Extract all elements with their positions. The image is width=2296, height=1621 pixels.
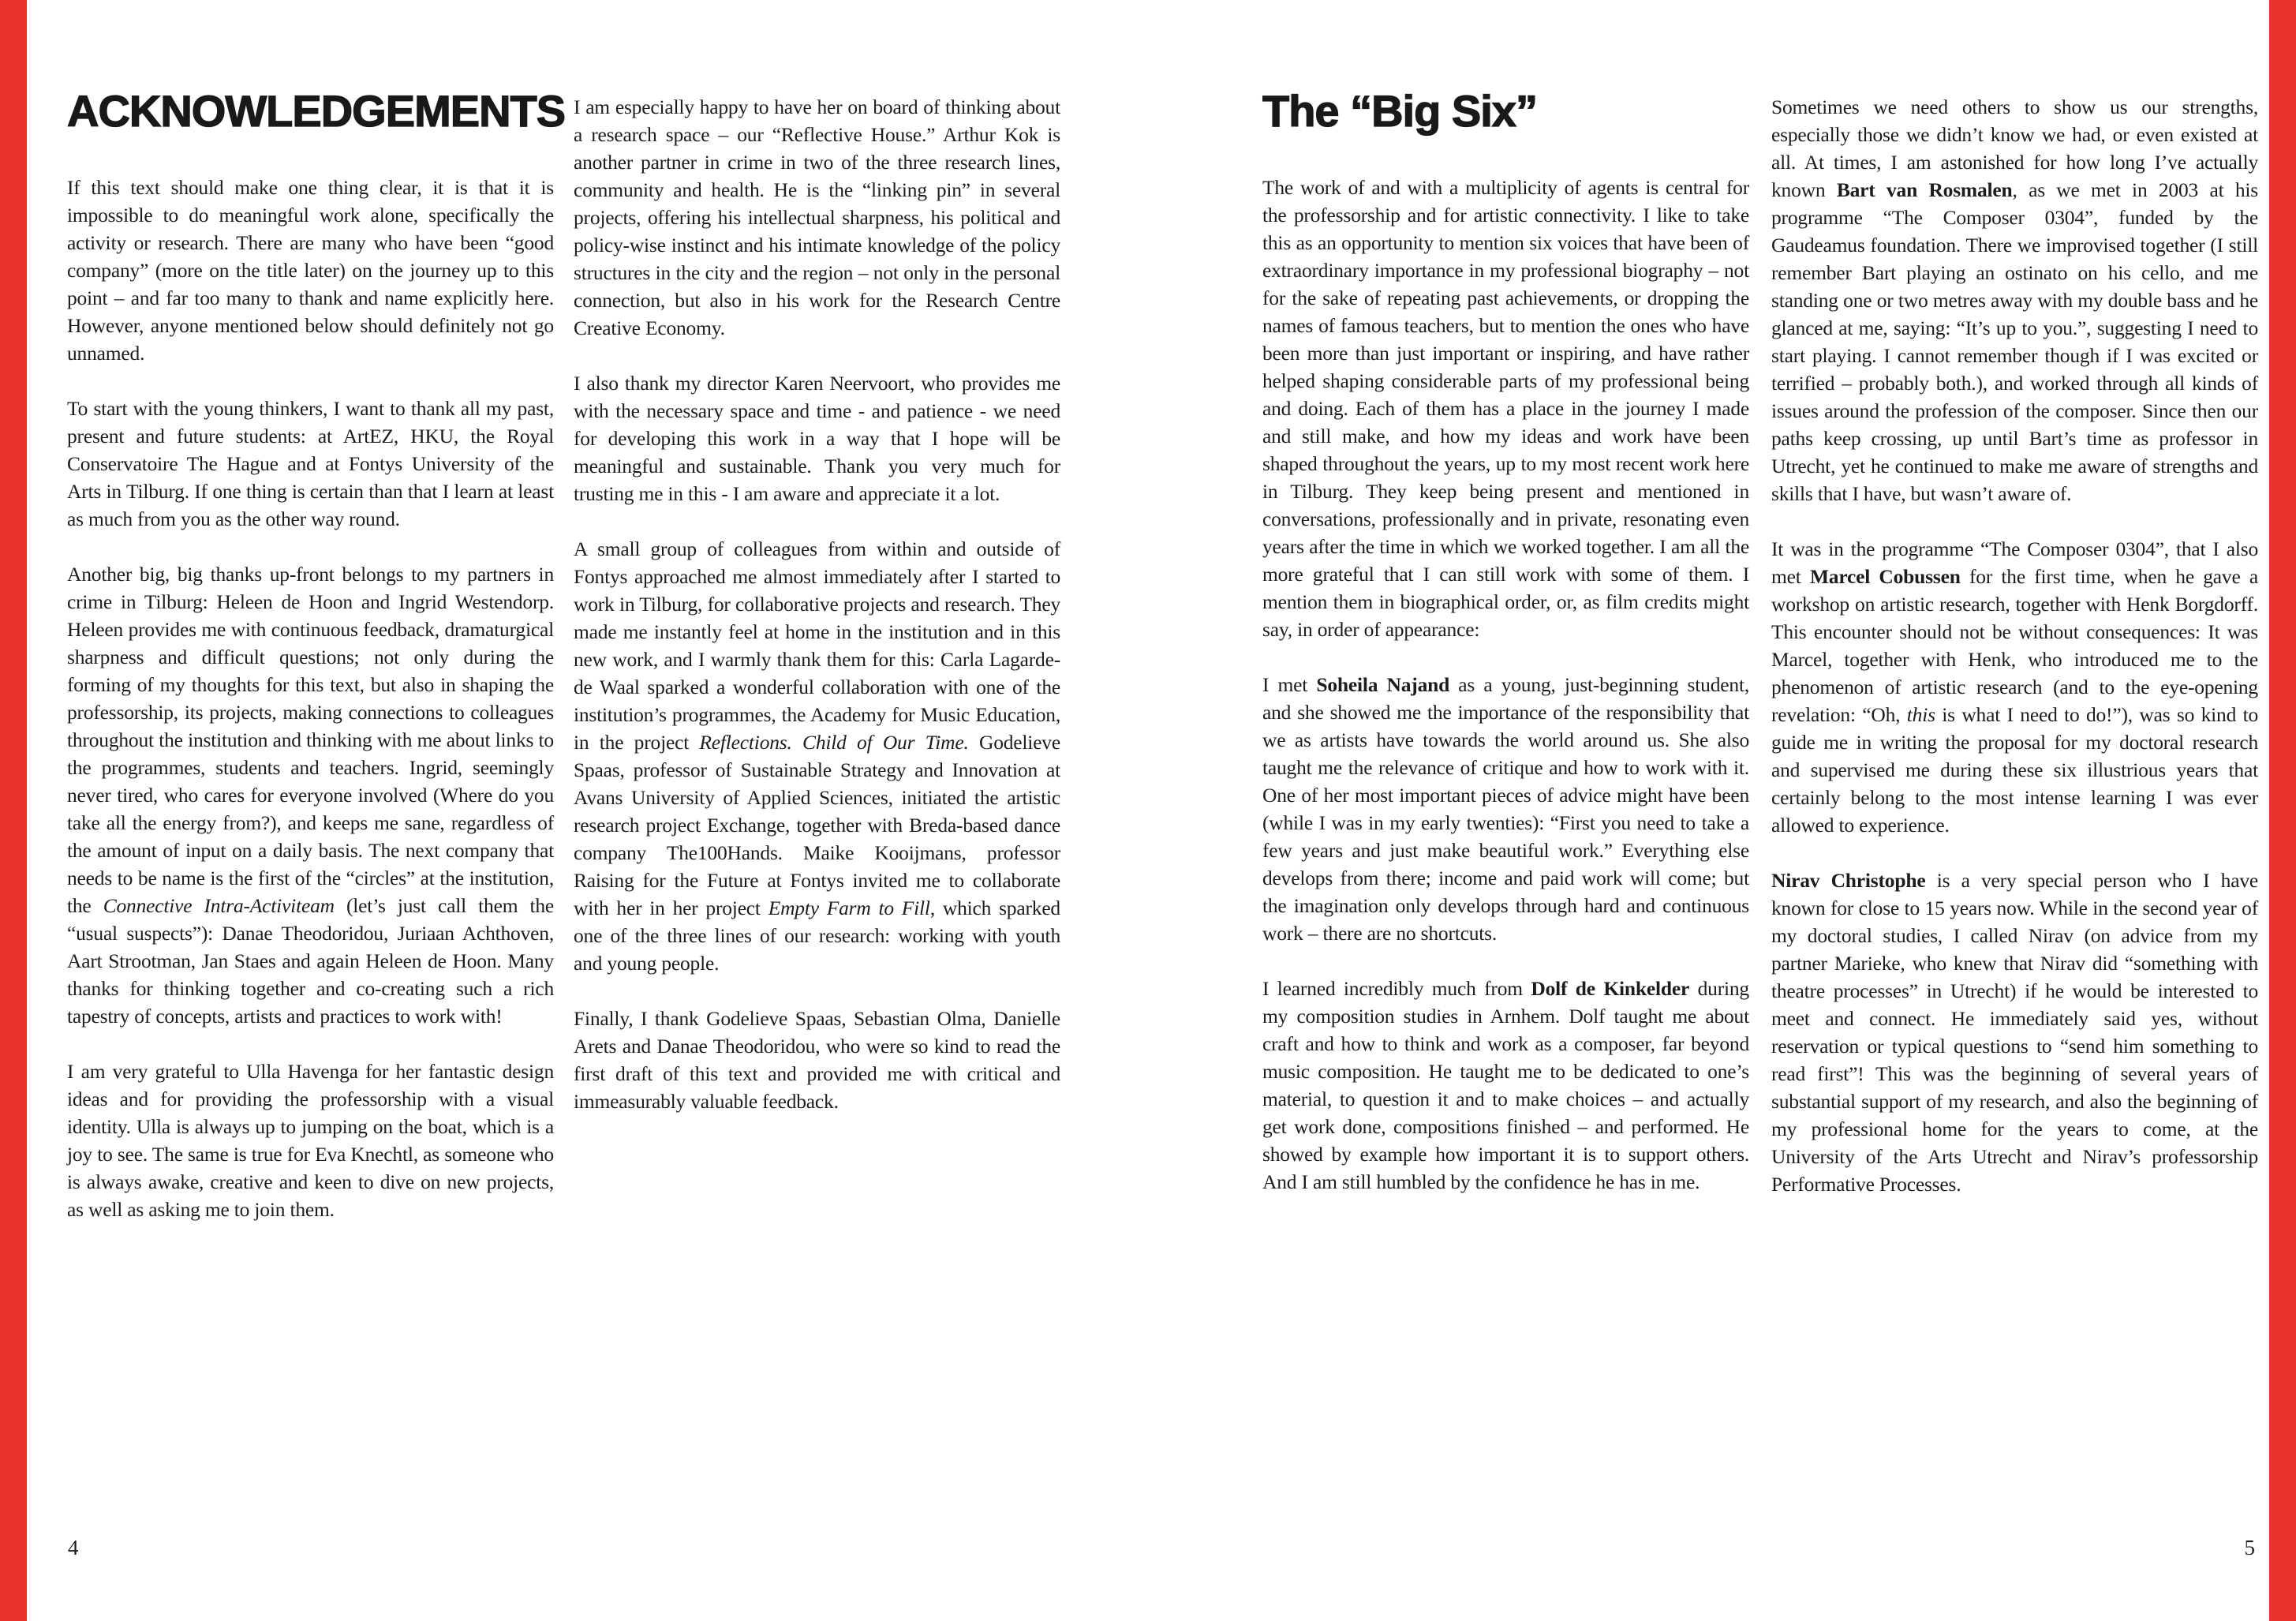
paragraph [67, 395, 554, 533]
paragraph [1771, 867, 2258, 1198]
text-run: , as we met in 2003 at his programme “The Composer 0304”, funded by the Gaudeamus foundation. There we improvised together (I still remember Bart playing an ostinato on his cello, and me standing one or two metres away with my double bass and he glanced at me, saying: “It’s up to you.”, suggesting I need to start playing. I cannot remember though if I was excited or terrified – probably both.), and worked through all kinds of issues around the profession of the composer. Since then our paths keep crossing, up until Bart’s time as professor in Utrecht, yet he continued to make me aware of strengths and skills that I have, but wasn’t aware of. [1771, 178, 2259, 505]
big-six-heading: The “Big Six” [1262, 86, 1537, 136]
text-run-italic: this [1906, 703, 1935, 726]
book-cover-edge-left [0, 0, 27, 1621]
paragraph [1771, 93, 2258, 507]
text-column [67, 174, 554, 1223]
page-left-column-1 [67, 86, 566, 1251]
text-run: I am very grateful to Ulla Havenga for her fantastic design ideas and for providing the professorship with a visual identity. Ulla is always up to jumping on the boat, which is a joy to see. The same is true for Eva Knechtl, as someone who is always awake, creative and keen to dive on new projects, as well as asking me to join them. [67, 1060, 554, 1221]
paragraph [1262, 174, 1749, 643]
paragraph [1262, 975, 1749, 1196]
text-run: If this text should make one thing clear, it is that it is impossible to do meaningful work alone, specifically the activity or research. There are many who have been “good company” (more on the title later) on the journey up to this point – and far too many to thank and name explicitly here. However, anyone mentioned below should definitely not go unnamed. [67, 176, 554, 365]
text-run-bold: Nirav Christophe [1771, 869, 1926, 892]
text-run-bold: Soheila Najand [1316, 673, 1450, 696]
paragraph [574, 369, 1060, 507]
text-run-bold: Dolf de Kinkelder [1531, 977, 1690, 1000]
text-run-italic: Empty Farm to Fill [768, 897, 930, 919]
text-run-italic: Connective Intra-Activiteam [103, 894, 335, 917]
text-run: It was in the programme “The Composer 0304”, that I also met [1771, 537, 2258, 588]
text-run: I learned incredibly much from [1262, 977, 1531, 1000]
text-run: A small group of colleagues from within and outside of Fontys approached me almost immediately after I started to work in Tilburg, for collaborative projects and research. They made me instantly feel at home in the institution and in this new work, and I warmly thank them for this: Carla Lagarde-de Waal sparked a wonderful collaboration with one of the institution’s programmes, the Academy for Music Education, in the project [574, 537, 1060, 754]
page-right-column-2 [1771, 93, 2258, 1226]
paragraph [574, 93, 1060, 342]
text-run: for the first time, when he gave a workshop on artistic research, together with Henk Borgdorff. This encounter should not be without consequences: It was Marcel, together with Henk, who introduced me to the phenomenon of artistic research (and to the eye-opening revelation: “Oh, [1771, 565, 2258, 726]
text-column [1262, 174, 1749, 1196]
text-run: Godelieve Spaas, professor of Sustainable Strategy and Innovation at Avans University of Applied Sciences, initiated the artistic research project Exchange, together with Breda-based dance company The100Hands. Maike Kooijmans, professor Raising for the Future at Fontys invited me to collaborate with her in her project [574, 731, 1060, 919]
page-right-column-1 [1262, 88, 1749, 1223]
acknowledgements-heading: ACKNOWLEDGEMENTS [67, 86, 566, 136]
paragraph [1771, 535, 2258, 839]
paragraph [67, 1058, 554, 1223]
text-run: , which sparked one of the three lines of our research: working with youth and young people. [574, 897, 1060, 975]
paragraph [574, 1005, 1060, 1115]
text-column [1771, 93, 2258, 1198]
text-run: I also thank my director Karen Neervoort, who provides me with the necessary space and time - and patience - we need for developing this work in a way that I hope will be meaningful and sustainable. Thank you very much for trusting me in this - I am aware and appreciate it a lot. [574, 372, 1060, 505]
text-run: To start with the young thinkers, I want to thank all my past, present and future students: at ArtEZ, HKU, the Royal Conservatoire The Hague and at Fontys University of the Arts in Tilburg. If one thing is certain than that I learn at least as much from you as the other way round. [67, 397, 554, 530]
text-run: Finally, I thank Godelieve Spaas, Sebastian Olma, Danielle Arets and Danae Theodoridou, who were so kind to read the first draft of this text and provided me with critical and immeasurably valuable feedback. [574, 1007, 1060, 1113]
text-run: (let’s just call them the “usual suspects”): Danae Theodoridou, Juriaan Achthoven, Aart Strootman, Jan Staes and again Heleen de Hoon. Many thanks for thinking together and co-creating such a rich tapestry of concepts, artists and practices to work with! [67, 894, 555, 1028]
text-run: Sometimes we need others to show us our strengths, especially those we didn’t know we had, or even existed at all. At times, I am astonished for how long I’ve actually known [1771, 95, 2258, 201]
text-run: I met [1262, 673, 1317, 696]
text-run-italic: Reflections. Child of Our Time. [699, 731, 969, 754]
paragraph [1262, 671, 1749, 947]
book-cover-edge-right [2269, 0, 2296, 1621]
text-run-bold: Bart van Rosmalen [1836, 178, 2013, 201]
text-run: Another big, big thanks up-front belongs to my partners in crime in Tilburg: Heleen de Hoon and Ingrid Westendorp. Heleen provides me with continuous feedback, dramaturgical sharpness and difficult questions; not only during the forming of my thoughts for this text, but also in shaping the professorship, its projects, making connections to colleagues throughout the institution and thinking with me about links to the programmes, students and teachers. Ingrid, seemingly never tired, who cares for everyone involved (Where do you take all the energy from?), and keeps me sane, regardless of the amount of input on a daily basis. The next company that needs to be name is the first of the “circles” at the institution, the [67, 563, 554, 917]
text-run: is what I need to do!”), was so kind to guide me in writing the proposal for my doctoral research and supervised me during these six illustrious years that certainly belong to the most intense learning I was ever allowed to experience. [1771, 703, 2259, 837]
text-column [574, 93, 1060, 1115]
text-run: I am especially happy to have her on board of thinking about a research space – our “Reflective House.” Arthur Kok is another partner in crime in two of the three research lines, community and health. He is the “linking pin” in several projects, offering his intellectual sharpness, his political and policy-wise instinct and his intimate knowledge of the policy structures in the city and the region – not only in the personal connection, but also in his work for the Research Centre Creative Economy. [574, 95, 1060, 339]
text-run: The work of and with a multiplicity of agents is central for the professorship and for artistic connectivity. I like to take this as an opportunity to mention six voices that have been of extraordinary importance in my professional biography – not for the sake of repeating past achievements, or dropping the names of famous teachers, but to mention the ones who have been more than just important or inspiring, and have rather helped shaping considerable parts of my professional being and doing. Each of them has a place in the journey I made and still make, and how my ideas and work have been shaped throughout the years, up to my most recent work here in Tilburg. They keep being present and mentioned in conversations, professionally and in private, resonating even years after the time in which we worked together. I am all the more grateful that I can still work with some of them. I mention them in biographical order, or, as film credits might say, in order of appearance: [1262, 176, 1749, 641]
text-run-bold: Marcel Cobussen [1809, 565, 1961, 588]
text-run: as a young, just-beginning student, and she showed me the importance of the responsibility that we as artists have towards the world around us. She also taught me the relevance of critique and how to work with it. One of her most important pieces of advice might have been (while I was in my early twenties): “First you need to take a few years and just make beautiful work.” Everything else develops from there; income and paid work will come; but the imagination only develops through hard and continuous work – there are no shortcuts. [1262, 673, 1749, 945]
text-run: is a very special person who I have known for close to 15 years now. While in the second year of my doctoral studies, I called Nirav (on advice from my partner Marieke, who knew that Nirav did “something with theatre processes” in Utrecht) if he would be interested to meet and connect. He immediately said yes, without reservation or typical questions to “send him something to read first”! This was the beginning of several years of substantial support of my research, and also the beginning of my professional home for the years to come, at the University of the Arts Utrecht and Nirav’s professorship Performative Processes. [1771, 869, 2259, 1196]
text-run: during my composition studies in Arnhem. Dolf taught me about craft and how to think and work as a composer, far beyond music composition. He taught me to be dedicated to one’s material, to question it and to make choices – and actually get work done, compositions finished – and performed. He showed by example how important it is to support others. And I am still humbled by the confidence he has in me. [1262, 977, 1749, 1193]
paragraph [67, 174, 554, 367]
paragraph [574, 535, 1060, 977]
page-left-column-2 [574, 93, 1060, 1143]
paragraph [67, 560, 554, 1030]
page-number-left: 4 [68, 1536, 79, 1559]
page-number-right: 5 [2244, 1536, 2255, 1559]
